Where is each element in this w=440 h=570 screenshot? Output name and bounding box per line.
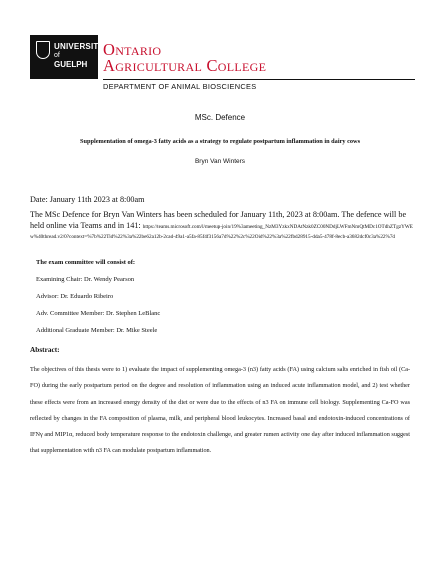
announcement-text: The MSc Defence for Bryn Van Winters has been scheduled for January 11th, 2023 at 8:00am. The defence will be held online via Teams and in 141:: [30, 210, 407, 230]
college-name-line-1: Ontario: [103, 40, 162, 59]
defence-heading: MSc. Defence: [194, 113, 246, 122]
department-name: DEPARTMENT OF ANIMAL BIOSCIENCES: [103, 82, 257, 91]
abstract-body: The objectives of this thesis were to 1) evaluate the impact of supplementing omega-3 (n3) fatty acids (FA) using calcium salts enriched in fish oil (Ca-FO) during the early postpartum period on the degree and resolution of inflammation using an induced acute inflammation model, and 2) test whether these effects were from an increased energy density of the diet or were due to the effects of n3 FA on immune cell biology. Supplementing Ca-FO was reflected by changes in the FA composition of plasma, milk, and peripheral blood leukocytes. Increased basal and endotoxin-induced concentrations of IFNγ and MIP1α, reduced body temperature response to the endotoxin challenge, and greater rumen activity one day after induced inflammation suggest that supplementation with n3 FA can modulate postpartum inflammation.: [30, 366, 410, 455]
thesis-title: Supplementation of omega-3 fatty acids as a strategy to regulate postpartum inflammation in dairy cows: [79, 138, 361, 145]
college-name-line-2: Agricultural College: [103, 56, 267, 75]
committee-member: Additional Graduate Member: Dr. Mike Steele: [36, 327, 158, 334]
header-divider: [103, 79, 415, 80]
announcement: [30, 210, 414, 242]
college-name: [103, 42, 266, 74]
committee-member: Advisor: Dr. Eduardo Ribeiro: [36, 293, 114, 300]
date-line: Date: January 11th 2023 at 8:00am: [30, 195, 145, 204]
crest-icon: [36, 41, 50, 59]
university-of-guelph-logo: [30, 35, 105, 79]
logo-line-2: of: [54, 52, 60, 59]
abstract-heading: Abstract:: [30, 345, 60, 354]
logo-line-1: UNIVERSITY: [54, 42, 105, 51]
committee-member: Examining Chair: Dr. Wendy Pearson: [36, 276, 135, 283]
committee-member: Adv. Committee Member: Dr. Stephen LeBlanc: [36, 310, 161, 317]
author-name: Bryn Van Winters: [194, 158, 246, 165]
teams-meeting-link[interactable]: https://teams.microsoft.com/l/meetup-join/19%3ameeting_NzM3YzkxNDAtNzk0ZC00NDdjLWFmNmQtMDc1OTdhZTgzYWEw%40thread.v2/0?context=%7b%22Tid%22%3a%22be62a12b-2cad-49a1-a5fa-85f4f3156a7d%22%2c%22Oid%22%3a%22fbd28915-dda5-478f-8ecb-a3682dcf0c3a%22%7d: [30, 223, 413, 240]
committee-heading: The exam committee will consist of:: [36, 259, 136, 266]
logo-line-3: GUELPH: [54, 60, 88, 69]
